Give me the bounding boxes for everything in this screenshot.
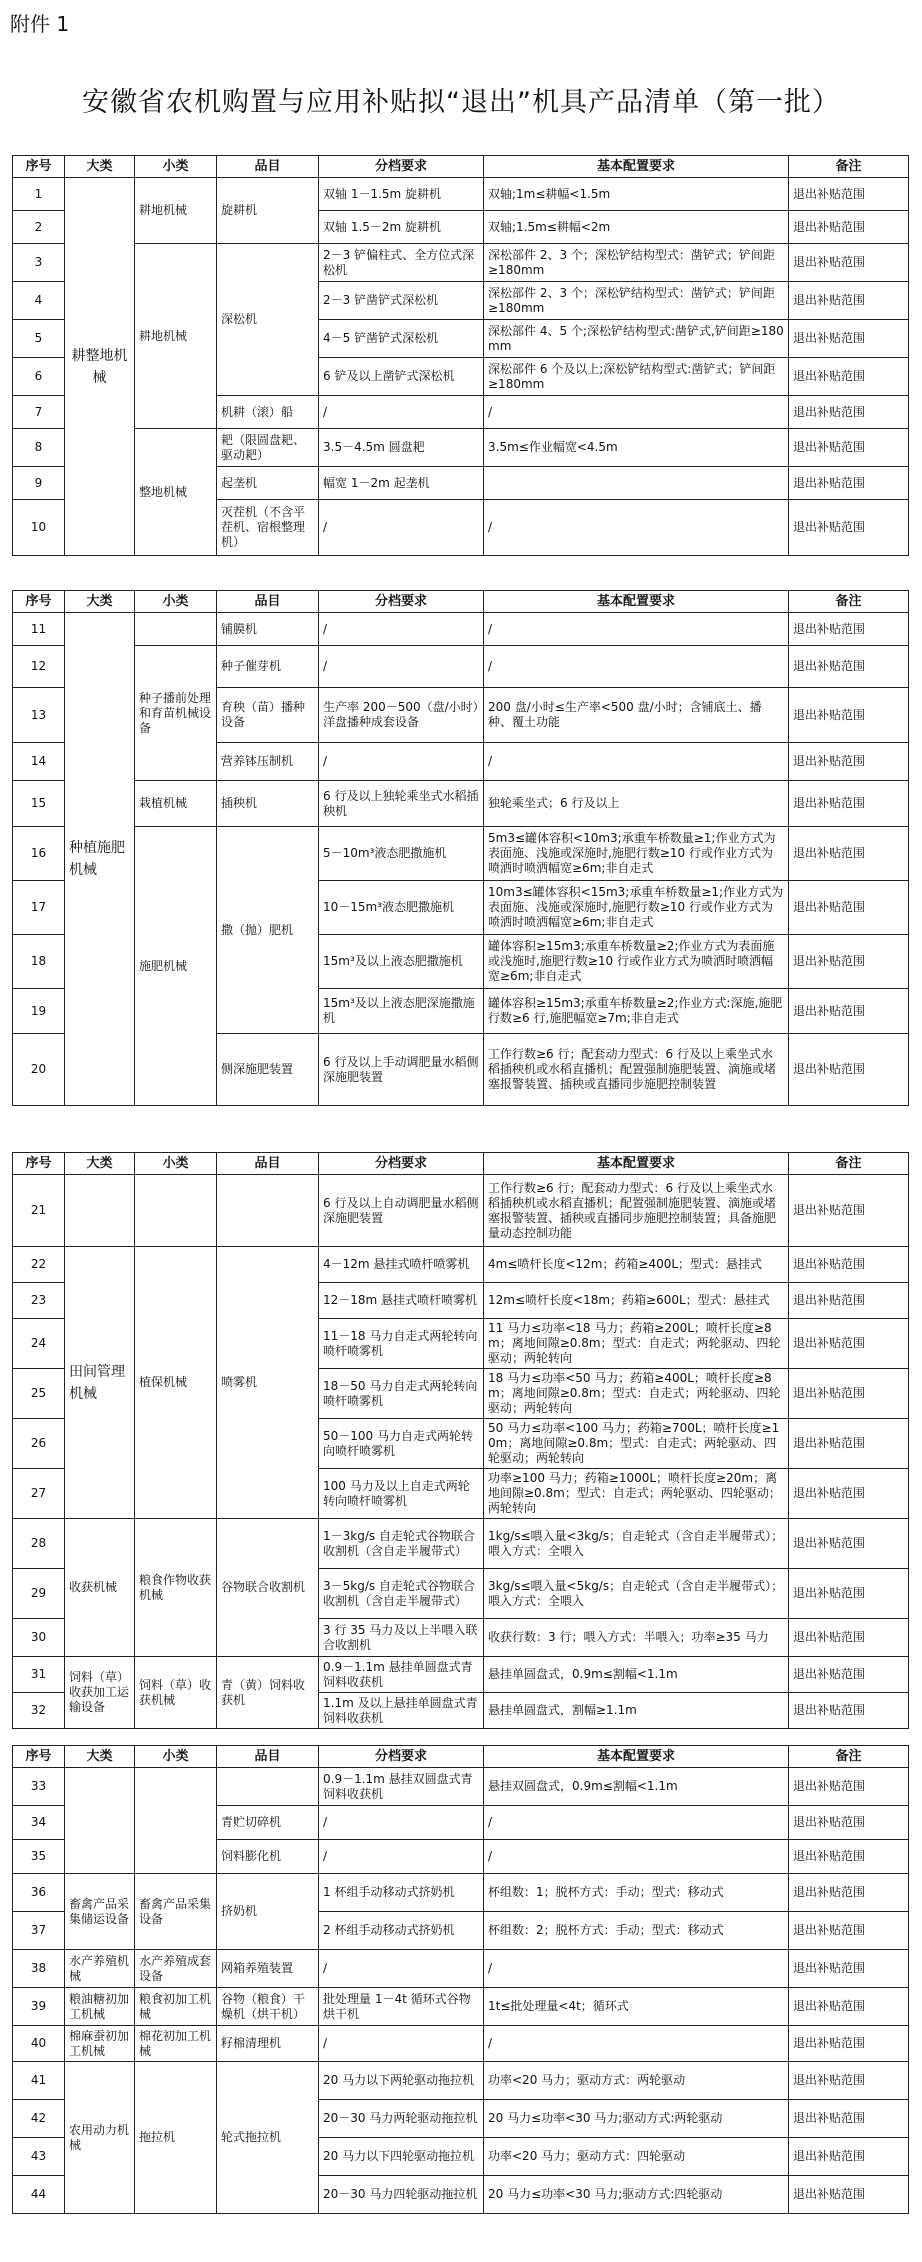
note-cell: 退出补贴范围 [789, 1874, 909, 1912]
row-index: 33 [13, 1768, 65, 1806]
table-row [13, 1657, 909, 1693]
config-cell: 5m3≤罐体容积<10m3;承重车桥数量≥1;作业方式为表面施、浅施或深施时,施肥行数≥10 行或作业方式为喷洒时喷洒幅宽≥6m;非自走式 [484, 827, 789, 881]
config-cell: 11 马力≤功率<18 马力；药箱≥200L；喷杆长度≥8m；离地间隙≥0.8m；型式：自走式；两轮驱动、四轮驱动；两轮转向 [484, 1319, 789, 1369]
config-cell: / [484, 613, 789, 646]
header-spec: 分档要求 [319, 1153, 484, 1175]
spec-cell: 0.9－1.1m 悬挂双圆盘式青饲料收获机 [319, 1768, 484, 1806]
note-cell: 退出补贴范围 [789, 881, 909, 935]
spec-cell: 1－3kg/s 自走轮式谷物联合收割机（含自走半履带式） [319, 1519, 484, 1569]
row-index: 5 [13, 320, 65, 358]
note-cell: 退出补贴范围 [789, 646, 909, 688]
config-cell: 深松部件 2、3 个；深松铲结构型式：凿铲式；铲间距≥180mm [484, 244, 789, 282]
header-config: 基本配置要求 [484, 1746, 789, 1768]
header-category: 大类 [65, 156, 135, 178]
note-cell: 退出补贴范围 [789, 2138, 909, 2176]
config-cell: / [484, 1950, 789, 1988]
spec-cell: 2－3 铲凿铲式深松机 [319, 282, 484, 320]
header-config: 基本配置要求 [484, 1153, 789, 1175]
table-row [13, 781, 909, 827]
note-cell: 退出补贴范围 [789, 1912, 909, 1950]
row-index: 40 [13, 2026, 65, 2062]
note-cell: 退出补贴范围 [789, 1806, 909, 1840]
note-cell: 退出补贴范围 [789, 1034, 909, 1106]
category-cell: 饲料（草）收获加工运输设备 [65, 1657, 135, 1729]
spec-cell: 15m³及以上液态肥撒施机 [319, 935, 484, 989]
note-cell: 退出补贴范围 [789, 1840, 909, 1874]
note-cell: 退出补贴范围 [789, 1988, 909, 2026]
row-index: 17 [13, 881, 65, 935]
note-cell: 退出补贴范围 [789, 467, 909, 500]
spec-cell: 4－5 铲凿铲式深松机 [319, 320, 484, 358]
table-row [13, 2026, 909, 2062]
header-subcategory: 小类 [135, 1153, 217, 1175]
header-subcategory: 小类 [135, 156, 217, 178]
config-cell: 3.5m≤作业幅宽<4.5m [484, 429, 789, 467]
config-cell: 悬挂单圆盘式，0.9m≤割幅<1.1m [484, 1657, 789, 1693]
table-row [13, 2062, 909, 2100]
note-cell: 退出补贴范围 [789, 1569, 909, 1619]
header-item: 品目 [217, 1746, 319, 1768]
table-row [13, 613, 909, 646]
config-cell: 200 盘/小时≤生产率<500 盘/小时；含铺底土、播种、覆土功能 [484, 688, 789, 743]
item-cell: 旋耕机 [217, 178, 319, 244]
row-index: 30 [13, 1619, 65, 1657]
subcategory-cell [135, 1175, 217, 1247]
spec-cell: 15m³及以上液态肥深施撒施机 [319, 989, 484, 1034]
item-cell: 挤奶机 [217, 1874, 319, 1950]
row-index: 26 [13, 1419, 65, 1469]
spec-cell: / [319, 1806, 484, 1840]
spec-cell: 50－100 马力自走式两轮转向喷杆喷雾机 [319, 1419, 484, 1469]
table-header-row [13, 1746, 909, 1768]
spec-cell: 3.5－4.5m 圆盘耙 [319, 429, 484, 467]
table-row [13, 1768, 909, 1806]
note-cell: 退出补贴范围 [789, 429, 909, 467]
config-cell: 罐体容积≥15m3;承重车桥数量≥2;作业方式为表面施或浅施时,施肥行数≥10 行或作业方式为喷洒时喷洒幅宽≥6m;非自走式 [484, 935, 789, 989]
item-cell: 轮式拖拉机 [217, 2062, 319, 2214]
note-cell: 退出补贴范围 [789, 2026, 909, 2062]
item-cell: 插秧机 [217, 781, 319, 827]
config-cell: / [484, 1840, 789, 1874]
config-cell: 杯组数：1；脱杯方式：手动；型式：移动式 [484, 1874, 789, 1912]
subcategory-cell: 棉花初加工机械 [135, 2026, 217, 2062]
spec-cell: 20 马力以下四轮驱动拖拉机 [319, 2138, 484, 2176]
item-cell: 谷物联合收割机 [217, 1519, 319, 1657]
item-cell [217, 1175, 319, 1247]
header-index: 序号 [13, 156, 65, 178]
category-cell [65, 1175, 135, 1247]
table-row [13, 1988, 909, 2026]
config-cell: 独轮乘坐式；6 行及以上 [484, 781, 789, 827]
note-cell: 退出补贴范围 [789, 500, 909, 556]
spec-cell: / [319, 1950, 484, 1988]
config-cell: 10m3≤罐体容积<15m3;承重车桥数量≥1;作业方式为表面施、浅施或深施时,施肥行数≥10 行或作业方式为喷洒时喷洒幅宽≥6m;非自走式 [484, 881, 789, 935]
config-cell: / [484, 2026, 789, 2062]
row-index: 4 [13, 282, 65, 320]
row-index: 3 [13, 244, 65, 282]
row-index: 22 [13, 1247, 65, 1283]
table-row [13, 1175, 909, 1247]
note-cell: 退出补贴范围 [789, 688, 909, 743]
config-cell: 双轴;1.5m≤耕幅<2m [484, 211, 789, 244]
item-cell: 机耕（滚）船 [217, 396, 319, 429]
config-cell: / [484, 1806, 789, 1840]
note-cell: 退出补贴范围 [789, 244, 909, 282]
category-cell: 种植施肥机械 [65, 613, 135, 1106]
note-cell: 退出补贴范围 [789, 320, 909, 358]
config-cell: 12m≤喷杆长度<18m；药箱≥600L；型式：悬挂式 [484, 1283, 789, 1319]
item-cell: 育秧（苗）播种设备 [217, 688, 319, 743]
row-index: 43 [13, 2138, 65, 2176]
subcategory-cell: 整地机械 [135, 429, 217, 556]
row-index: 44 [13, 2176, 65, 2214]
config-cell: / [484, 500, 789, 556]
note-cell: 退出补贴范围 [789, 178, 909, 211]
row-index: 20 [13, 1034, 65, 1106]
spec-cell: / [319, 646, 484, 688]
item-cell: 铺膜机 [217, 613, 319, 646]
note-cell: 退出补贴范围 [789, 1519, 909, 1569]
item-cell: 饲料膨化机 [217, 1840, 319, 1874]
table-header-row [13, 591, 909, 613]
row-index: 2 [13, 211, 65, 244]
item-cell: 籽棉清理机 [217, 2026, 319, 2062]
category-cell: 棉麻蚕初加工机械 [65, 2026, 135, 2062]
subcategory-cell: 水产养殖成套设备 [135, 1950, 217, 1988]
note-cell: 退出补贴范围 [789, 1319, 909, 1369]
row-index: 19 [13, 989, 65, 1034]
spec-cell: 幅宽 1－2m 起垄机 [319, 467, 484, 500]
row-index: 27 [13, 1469, 65, 1519]
config-cell: 1kg/s≤喂入量<3kg/s；自走轮式（含自走半履带式）；喂入方式：全喂入 [484, 1519, 789, 1569]
category-cell [65, 1768, 135, 1874]
table-row [13, 1950, 909, 1988]
table-row [13, 244, 909, 282]
note-cell: 退出补贴范围 [789, 1247, 909, 1283]
row-index: 41 [13, 2062, 65, 2100]
config-cell: / [484, 743, 789, 781]
row-index: 37 [13, 1912, 65, 1950]
spec-cell: / [319, 613, 484, 646]
spec-cell: 3－5kg/s 自走轮式谷物联合收割机（含自走半履带式） [319, 1569, 484, 1619]
config-cell: 20 马力≤功率<30 马力;驱动方式:四轮驱动 [484, 2176, 789, 2214]
row-index: 18 [13, 935, 65, 989]
config-cell: 深松部件 4、5 个;深松铲结构型式:凿铲式,铲间距≥180mm [484, 320, 789, 358]
header-item: 品目 [217, 1153, 319, 1175]
header-spec: 分档要求 [319, 156, 484, 178]
note-cell: 退出补贴范围 [789, 1693, 909, 1729]
note-cell: 退出补贴范围 [789, 1175, 909, 1247]
spec-cell: 11－18 马力自走式两轮转向喷杆喷雾机 [319, 1319, 484, 1369]
subcategory-cell: 种子播前处理和育苗机械设备 [135, 646, 217, 781]
config-cell: / [484, 646, 789, 688]
subcategory-cell: 拖拉机 [135, 2062, 217, 2214]
item-cell: 喷雾机 [217, 1247, 319, 1519]
item-cell: 青（黄）饲料收获机 [217, 1657, 319, 1729]
item-cell: 灭茬机（不含平茬机、宿根整理机） [217, 500, 319, 556]
spec-cell: 5－10m³液态肥撒施机 [319, 827, 484, 881]
header-item: 品目 [217, 591, 319, 613]
row-index: 7 [13, 396, 65, 429]
spec-cell: 3 行 35 马力及以上半喂入联合收割机 [319, 1619, 484, 1657]
config-cell: 20 马力≤功率<30 马力;驱动方式:两轮驱动 [484, 2100, 789, 2138]
note-cell: 退出补贴范围 [789, 1619, 909, 1657]
category-cell: 耕整地机械 [65, 178, 135, 556]
config-cell: 收获行数：3 行；喂入方式：半喂入；功率≥35 马力 [484, 1619, 789, 1657]
spec-cell: / [319, 1840, 484, 1874]
row-index: 14 [13, 743, 65, 781]
attachment-label: 附件 1 [10, 12, 70, 36]
spec-cell: 1.1m 及以上悬挂单圆盘式青饲料收获机 [319, 1693, 484, 1729]
row-index: 24 [13, 1319, 65, 1369]
item-cell: 谷物（粮食）干燥机（烘干机） [217, 1988, 319, 2026]
config-cell: 50 马力≤功率<100 马力；药箱≥700L；喷杆长度≥10m；离地间隙≥0.8m；型式：自走式；两轮驱动、四轮驱动；两轮转向 [484, 1419, 789, 1469]
spec-cell: 0.9－1.1m 悬挂单圆盘式青饲料收获机 [319, 1657, 484, 1693]
header-category: 大类 [65, 591, 135, 613]
subcategory-cell: 粮食作物收获机械 [135, 1519, 217, 1657]
row-index: 35 [13, 1840, 65, 1874]
subcategory-cell: 粮食初加工机械 [135, 1988, 217, 2026]
spec-cell: 12－18m 悬挂式喷杆喷雾机 [319, 1283, 484, 1319]
row-index: 28 [13, 1519, 65, 1569]
note-cell: 退出补贴范围 [789, 1469, 909, 1519]
config-cell: 工作行数≥6 行；配套动力型式：6 行及以上乘坐式水稻插秧机或水稻直播机；配置强制施肥装置、滴施或堵塞报警装置、插秧或直播同步施肥控制装置 [484, 1034, 789, 1106]
note-cell: 退出补贴范围 [789, 282, 909, 320]
subcategory-cell: 施肥机械 [135, 827, 217, 1106]
config-cell [484, 467, 789, 500]
config-cell: 双轴;1m≤耕幅<1.5m [484, 178, 789, 211]
row-index: 15 [13, 781, 65, 827]
item-cell: 深松机 [217, 244, 319, 396]
note-cell: 退出补贴范围 [789, 2100, 909, 2138]
page-title: 安徽省农机购置与应用补贴拟“退出”机具产品清单（第一批） [82, 87, 840, 118]
spec-cell: 20 马力以下两轮驱动拖拉机 [319, 2062, 484, 2100]
row-index: 10 [13, 500, 65, 556]
note-cell: 退出补贴范围 [789, 743, 909, 781]
note-cell: 退出补贴范围 [789, 1768, 909, 1806]
row-index: 36 [13, 1874, 65, 1912]
header-index: 序号 [13, 591, 65, 613]
row-index: 6 [13, 358, 65, 396]
note-cell: 退出补贴范围 [789, 358, 909, 396]
item-cell [217, 1768, 319, 1806]
row-index: 23 [13, 1283, 65, 1319]
row-index: 12 [13, 646, 65, 688]
row-index: 42 [13, 2100, 65, 2138]
header-note: 备注 [789, 1153, 909, 1175]
subcategory-cell [135, 613, 217, 646]
note-cell: 退出补贴范围 [789, 396, 909, 429]
header-subcategory: 小类 [135, 1746, 217, 1768]
category-cell: 粮油糖初加工机械 [65, 1988, 135, 2026]
config-cell: 深松部件 2、3 个；深松铲结构型式：凿铲式；铲间距≥180mm [484, 282, 789, 320]
spec-cell: 生产率 200－500（盘/小时）洋盘播种成套设备 [319, 688, 484, 743]
spec-cell: 批处理量 1－4t 循环式谷物烘干机 [319, 1988, 484, 2026]
subcategory-cell: 耕地机械 [135, 178, 217, 244]
table-row [13, 1247, 909, 1283]
table-row [13, 1519, 909, 1569]
header-index: 序号 [13, 1153, 65, 1175]
spec-cell: 20－30 马力两轮驱动拖拉机 [319, 2100, 484, 2138]
config-cell: 功率<20 马力；驱动方式：两轮驱动 [484, 2062, 789, 2100]
category-cell: 农用动力机械 [65, 2062, 135, 2214]
note-cell: 退出补贴范围 [789, 781, 909, 827]
config-cell: 罐体容积≥15m3;承重车桥数量≥2;作业方式:深施,施肥行数≥6 行,施肥幅宽≥7m;非自走式 [484, 989, 789, 1034]
spec-cell: 4－12m 悬挂式喷杆喷雾机 [319, 1247, 484, 1283]
header-note: 备注 [789, 1746, 909, 1768]
header-note: 备注 [789, 156, 909, 178]
header-category: 大类 [65, 1746, 135, 1768]
row-index: 9 [13, 467, 65, 500]
config-cell: 工作行数≥6 行；配套动力型式：6 行及以上乘坐式水稻插秧机或水稻直播机；配置强制施肥装置、滴施或堵塞报警装置、插秧或直播同步施肥控制装置；具备施肥量动态控制功能 [484, 1175, 789, 1247]
product-table-section-1 [12, 155, 909, 556]
row-index: 21 [13, 1175, 65, 1247]
config-cell: 功率≥100 马力；药箱≥1000L；喷杆长度≥20m；离地间隙≥0.8m；型式：自走式；两轮驱动、四轮驱动；两轮转向 [484, 1469, 789, 1519]
category-cell: 水产养殖机械 [65, 1950, 135, 1988]
subcategory-cell: 耕地机械 [135, 244, 217, 429]
config-cell: / [484, 396, 789, 429]
row-index: 8 [13, 429, 65, 467]
subcategory-cell: 饲料（草）收获机械 [135, 1657, 217, 1729]
header-item: 品目 [217, 156, 319, 178]
table-row [13, 178, 909, 211]
subcategory-cell: 植保机械 [135, 1247, 217, 1519]
table-header-row [13, 156, 909, 178]
item-cell: 侧深施肥装置 [217, 1034, 319, 1106]
header-subcategory: 小类 [135, 591, 217, 613]
spec-cell: 20－30 马力四轮驱动拖拉机 [319, 2176, 484, 2214]
header-category: 大类 [65, 1153, 135, 1175]
header-spec: 分档要求 [319, 1746, 484, 1768]
spec-cell: 6 行及以上独轮乘坐式水稻插秧机 [319, 781, 484, 827]
product-table-section-4 [12, 1745, 909, 2214]
row-index: 11 [13, 613, 65, 646]
item-cell: 起垄机 [217, 467, 319, 500]
row-index: 34 [13, 1806, 65, 1840]
row-index: 39 [13, 1988, 65, 2026]
spec-cell: 6 行及以上自动调肥量水稻侧深施肥装置 [319, 1175, 484, 1247]
product-table-section-3 [12, 1152, 909, 1729]
note-cell: 退出补贴范围 [789, 613, 909, 646]
row-index: 38 [13, 1950, 65, 1988]
spec-cell: 1 杯组手动移动式挤奶机 [319, 1874, 484, 1912]
note-cell: 退出补贴范围 [789, 1283, 909, 1319]
item-cell: 种子催芽机 [217, 646, 319, 688]
config-cell: 深松部件 6 个及以上;深松铲结构型式:凿铲式；铲间距≥180mm [484, 358, 789, 396]
config-cell: 3kg/s≤喂入量<5kg/s；自走轮式（含自走半履带式）；喂入方式：全喂入 [484, 1569, 789, 1619]
table-row [13, 429, 909, 467]
spec-cell: 6 行及以上手动调肥量水稻侧深施肥装置 [319, 1034, 484, 1106]
config-cell: 1t≤批处理量<4t；循环式 [484, 1988, 789, 2026]
table-row [13, 646, 909, 688]
spec-cell: / [319, 396, 484, 429]
spec-cell: 2 杯组手动移动式挤奶机 [319, 1912, 484, 1950]
header-note: 备注 [789, 591, 909, 613]
category-cell: 畜禽产品采集储运设备 [65, 1874, 135, 1950]
spec-cell: 100 马力及以上自走式两轮转向喷杆喷雾机 [319, 1469, 484, 1519]
row-index: 32 [13, 1693, 65, 1729]
config-cell: 悬挂双圆盘式，0.9m≤割幅<1.1m [484, 1768, 789, 1806]
config-cell: 杯组数：2；脱杯方式：手动；型式：移动式 [484, 1912, 789, 1950]
row-index: 29 [13, 1569, 65, 1619]
spec-cell: / [319, 500, 484, 556]
spec-cell: 18－50 马力自走式两轮转向喷杆喷雾机 [319, 1369, 484, 1419]
spec-cell: 双轴 1－1.5m 旋耕机 [319, 178, 484, 211]
spec-cell: 双轴 1.5－2m 旋耕机 [319, 211, 484, 244]
subcategory-cell: 畜禽产品采集设备 [135, 1874, 217, 1950]
spec-cell: 6 铲及以上凿铲式深松机 [319, 358, 484, 396]
category-cell: 田间管理机械 [65, 1247, 135, 1519]
note-cell: 退出补贴范围 [789, 2176, 909, 2214]
config-cell: 功率<20 马力；驱动方式：四轮驱动 [484, 2138, 789, 2176]
config-cell: 4m≤喷杆长度<12m；药箱≥400L；型式：悬挂式 [484, 1247, 789, 1283]
item-cell: 营养钵压制机 [217, 743, 319, 781]
note-cell: 退出补贴范围 [789, 211, 909, 244]
note-cell: 退出补贴范围 [789, 827, 909, 881]
header-spec: 分档要求 [319, 591, 484, 613]
item-cell: 撒（抛）肥机 [217, 827, 319, 1034]
item-cell: 青贮切碎机 [217, 1806, 319, 1840]
header-config: 基本配置要求 [484, 156, 789, 178]
note-cell: 退出补贴范围 [789, 1657, 909, 1693]
item-cell: 耙（限圆盘耙、驱动耙） [217, 429, 319, 467]
product-table-section-2 [12, 590, 909, 1106]
table-row [13, 1874, 909, 1912]
note-cell: 退出补贴范围 [789, 1419, 909, 1469]
table-row [13, 827, 909, 881]
category-cell: 收获机械 [65, 1519, 135, 1657]
config-cell: 悬挂单圆盘式，割幅≥1.1m [484, 1693, 789, 1729]
row-index: 25 [13, 1369, 65, 1419]
spec-cell: 10－15m³液态肥撒施机 [319, 881, 484, 935]
spec-cell: 2－3 铲偏柱式、全方位式深松机 [319, 244, 484, 282]
spec-cell: / [319, 2026, 484, 2062]
subcategory-cell: 栽植机械 [135, 781, 217, 827]
header-config: 基本配置要求 [484, 591, 789, 613]
row-index: 1 [13, 178, 65, 211]
row-index: 31 [13, 1657, 65, 1693]
subcategory-cell [135, 1768, 217, 1874]
item-cell: 网箱养殖装置 [217, 1950, 319, 1988]
note-cell: 退出补贴范围 [789, 935, 909, 989]
row-index: 13 [13, 688, 65, 743]
note-cell: 退出补贴范围 [789, 989, 909, 1034]
note-cell: 退出补贴范围 [789, 2062, 909, 2100]
note-cell: 退出补贴范围 [789, 1950, 909, 1988]
spec-cell: / [319, 743, 484, 781]
table-header-row [13, 1153, 909, 1175]
header-index: 序号 [13, 1746, 65, 1768]
row-index: 16 [13, 827, 65, 881]
config-cell: 18 马力≤功率<50 马力；药箱≥400L；喷杆长度≥8m；离地间隙≥0.8m；型式：自走式；两轮驱动、四轮驱动；两轮转向 [484, 1369, 789, 1419]
note-cell: 退出补贴范围 [789, 1369, 909, 1419]
